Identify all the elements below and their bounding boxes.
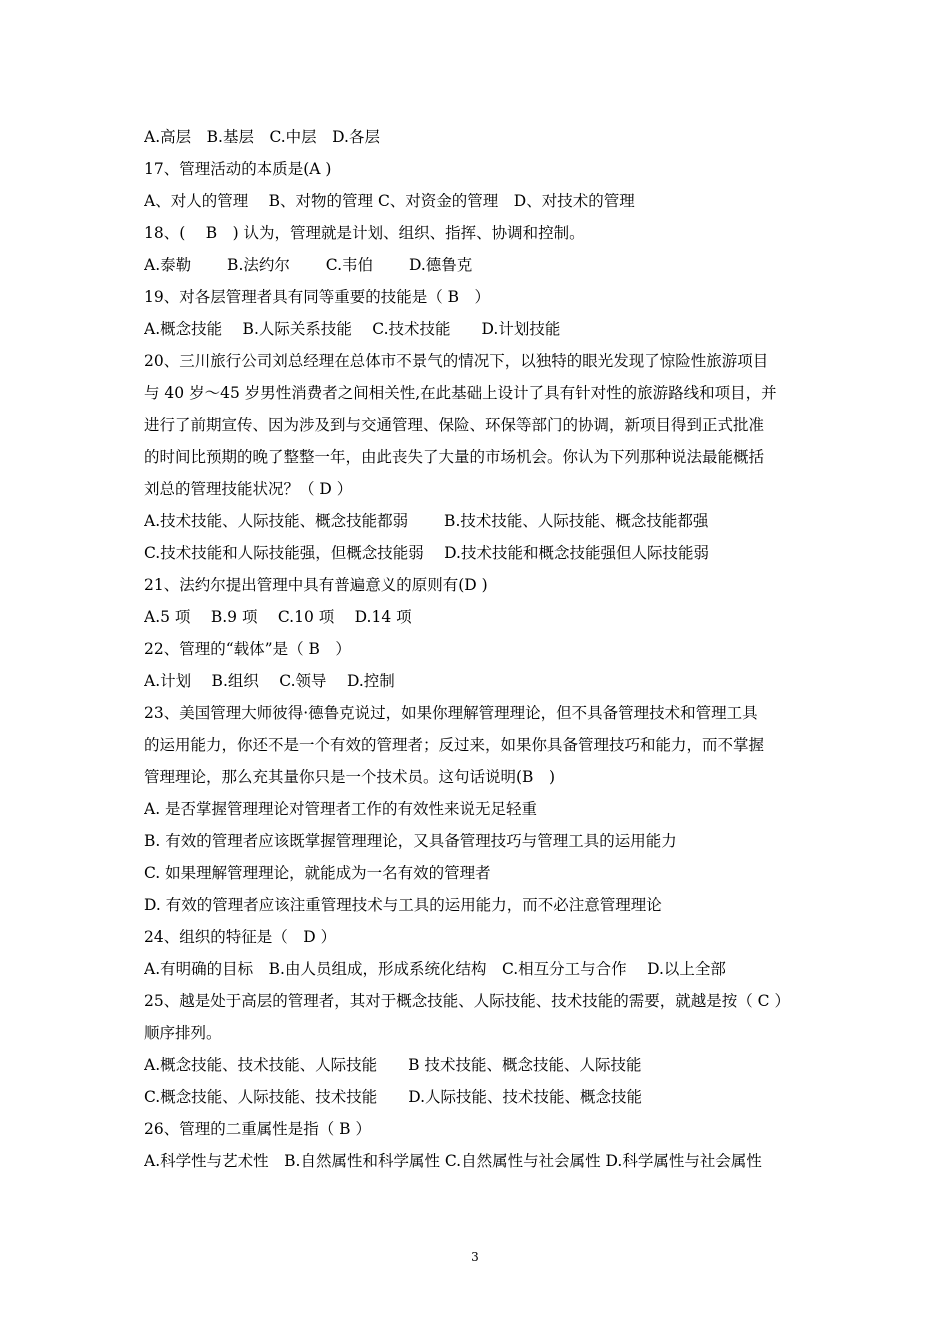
question-20: 20、三川旅行公司刘总经理在总体市不景气的情况下，以独特的眼光发现了惊险性旅游项目 (144, 352, 769, 370)
question-21-options: A.5 项 B.9 项 C.10 项 D.14 项 (144, 608, 412, 626)
question-22: 22、管理的“载体”是（ B ） (144, 640, 351, 658)
question-23-option-c: C. 如果理解管理理论，就能成为一名有效的管理者 (144, 864, 491, 882)
question-23-option-a: A. 是否掌握管理理论对管理者工作的有效性来说无足轻重 (144, 800, 538, 818)
question-20-cont: 的时间比预期的晚了整整一年，由此丧失了大量的市场机会。你认为下列那种说法最能概括 (144, 448, 765, 466)
question-22-options: A.计划 B.组织 C.领导 D.控制 (144, 672, 395, 690)
question-20-options: C.技术技能和人际技能强，但概念技能弱 D.技术技能和概念技能强但人际技能弱 (144, 544, 709, 562)
question-20-options: A.技术技能、人际技能、概念技能都弱 B.技术技能、人际技能、概念技能都强 (144, 512, 709, 530)
question-20-cont: 与 40 岁～45 岁男性消费者之间相关性,在此基础上设计了具有针对性的旅游路线和项目，并 (144, 384, 777, 402)
question-25-options: A.概念技能、技术技能、人际技能 B 技术技能、概念技能、人际技能 (144, 1056, 642, 1074)
question-26-options: A.科学性与艺术性 B.自然属性和科学属性 C.自然属性与社会属性 D.科学属性与社会属性 (144, 1152, 762, 1170)
question-23-option-b: B. 有效的管理者应该既掌握管理理论，又具备管理技巧与管理工具的运用能力 (144, 832, 677, 850)
question-17: 17、管理活动的本质是(A ) (144, 160, 332, 178)
question-18: 18、( B ) 认为，管理就是计划、组织、指挥、协调和控制。 (144, 224, 585, 242)
question-25: 25、越是处于高层的管理者，其对于概念技能、人际技能、技术技能的需要，就越是按（ C ） (144, 992, 790, 1010)
page-number: 3 (471, 1250, 479, 1264)
question-20-cont: 进行了前期宣传、因为涉及到与交通管理、保险、环保等部门的协调，新项目得到正式批准 (144, 416, 765, 434)
question-25-cont: 顺序排列。 (144, 1024, 222, 1042)
question-19-options: A.概念技能 B.人际关系技能 C.技术技能 D.计划技能 (144, 320, 561, 338)
question-25-options: C.概念技能、人际技能、技术技能 D.人际技能、技术技能、概念技能 (144, 1088, 643, 1106)
text-line: A.高层 B.基层 C.中层 D.各层 (144, 128, 380, 146)
question-19: 19、对各层管理者具有同等重要的技能是（ B ） (144, 288, 491, 306)
question-23-option-d: D. 有效的管理者应该注重管理技术与工具的运用能力，而不必注意管理理论 (144, 896, 662, 914)
question-18-options: A.泰勒 B.法约尔 C.韦伯 D.德鲁克 (144, 256, 473, 274)
question-23-cont: 的运用能力，你还不是一个有效的管理者；反过来，如果你具备管理技巧和能力，而不掌握 (144, 736, 765, 754)
question-21: 21、法约尔提出管理中具有普遍意义的原则有(D ) (144, 576, 488, 594)
document-body (144, 121, 816, 1177)
question-26: 26、管理的二重属性是指（ B ） (144, 1120, 371, 1138)
question-24-options: A.有明确的目标 B.由人员组成，形成系统化结构 C.相互分工与合作 D.以上全部 (144, 960, 726, 978)
question-20-cont: 刘总的管理技能状况？（ D ） (144, 480, 353, 498)
question-17-options: A、对人的管理 B、对物的管理 C、对资金的管理 D、对技术的管理 (144, 192, 635, 210)
question-23-cont: 管理理论，那么充其量你只是一个技术员。这句话说明(B ) (144, 768, 555, 786)
question-23: 23、美国管理大师彼得·德鲁克说过，如果你理解管理理论，但不具备管理技术和管理工具 (144, 704, 758, 722)
question-24: 24、组织的特征是（ D ） (144, 928, 337, 946)
